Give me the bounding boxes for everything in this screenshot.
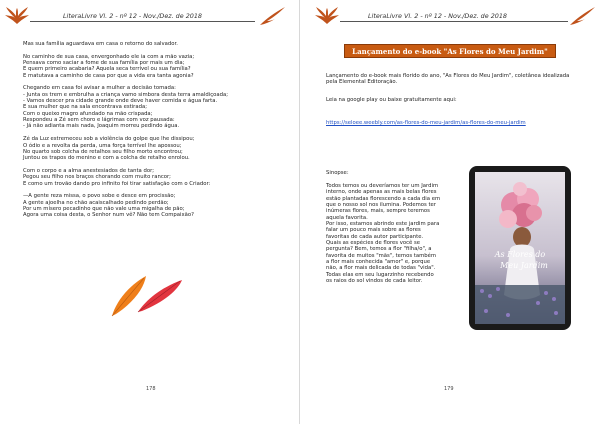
ebook-tablet-cover <box>468 165 572 331</box>
poem-line: A gente ajoelha no chão acaiscalhado pedindo perdão; <box>23 199 169 206</box>
synopsis-line: pergunta? Bem, temos a flor "filha/o", a <box>326 246 432 253</box>
cover-title: As Flores do <box>494 250 546 259</box>
header-title: LiteraLivre Vl. 2 - nº 12 - Nov./Dez. de 2018 <box>368 12 507 20</box>
page-header-left <box>0 6 300 26</box>
synopsis-line: Todas elas em seu lugarzinho recebendo <box>326 271 434 278</box>
header-rule <box>30 21 255 22</box>
quill-icon <box>258 6 286 26</box>
synopsis-line: interno, onde apenas as mais belas flores <box>326 189 437 196</box>
ebook-download-link[interactable]: https://seloee.weebly.com/as-flores-do-meu-jardim/as-flores-do-meu-jardim <box>326 120 526 126</box>
synopsis-line: Por isso, estamos abrindo este jardim para <box>326 221 440 228</box>
feathers-illustration <box>108 272 188 320</box>
synopsis-line: os raios do sol vindos de cada leitor. <box>326 278 423 285</box>
stanza <box>23 41 228 47</box>
synopsis-line: que o nosso sol nos ilumina. Podemos ter <box>326 202 436 209</box>
poem-line: Respondeu a Zé sem choro e lágrimas com voz pausada: <box>23 117 175 124</box>
poem-line: O ódio e a revolta da perda, uma força terrível lhe apossou; <box>23 142 182 149</box>
ebook-launch-banner: Lançamento do e-book "As Flores do Meu Jardim" <box>344 44 556 58</box>
stanza <box>23 193 228 218</box>
synopsis-label: Sinopse: <box>326 170 349 176</box>
poem-line: Com o queixo magro afundado na mão crispada; <box>23 110 153 117</box>
synopsis-text <box>326 183 440 285</box>
poem-text <box>23 41 228 225</box>
read-instruction: Leia na google play ou baixe gratuitamente aqui: <box>326 97 457 103</box>
poem-line: No caminho de sua casa, envergonhado ele ia com a mão vazia; <box>23 53 195 60</box>
synopsis-line: favoritas de cada autor participante. <box>326 233 424 240</box>
poem-line: —A gente reza missa, o povo sobe e desce em procissão; <box>23 193 176 200</box>
poem-line: - Já não adianta mais nada, Joaquim morreu pedindo água. <box>23 123 180 130</box>
stanza <box>23 54 228 79</box>
phoenix-logo-icon <box>4 6 30 26</box>
poem-line: Juntou os trapos do menino e com a colcha de retalho enrolou. <box>23 155 190 162</box>
lavender-field <box>475 285 565 324</box>
synopsis-line: estão plantadas florescendo a cada dia em <box>326 195 441 202</box>
synopsis-line: Todos temos ou deveríamos ter um Jardim <box>326 183 439 189</box>
poem-line: E quem primeiro acabaria? Aquela seca terrível ou sua família? <box>23 66 191 73</box>
stanza <box>23 168 228 187</box>
poem-line: E matutava a caminho de casa por que a vida era tanta agonia? <box>23 72 194 79</box>
poem-line: Pensava como saciar a fome de sua família por mais um dia; <box>23 60 185 67</box>
poem-line: - Junta os trem e embrulha a criança vamo simbora desta terra amaldiçoada; <box>23 91 228 98</box>
page-number: 179 <box>444 386 454 392</box>
poem-line: E sua mulher que na sala encontrava estirada; <box>23 104 147 111</box>
synopsis-line: a flor mais conhecida "amor" e, porque <box>326 259 431 266</box>
poem-line: Com o corpo e a alma anestesiados de tanta dor; <box>23 167 155 174</box>
synopsis-line: aquela favorita. <box>326 214 368 221</box>
intro-text: Lançamento do e-book mais florido do ano, "As Flores do Meu Jardim", coletânea idealizada pela Elemental Editoração. <box>326 73 570 86</box>
red-feather-icon <box>138 280 182 312</box>
cover-subtitle: Meu Jardim <box>500 261 548 270</box>
poem-line: Por um mísero pecadinho que não vale uma migalha de pão; <box>23 205 185 212</box>
page-number: 178 <box>146 386 156 392</box>
right-page <box>300 0 600 424</box>
synopsis-line: não, a flor mais delicada de todas "vida". <box>326 265 436 272</box>
synopsis-line: falar um pouco mais sobre as flores <box>326 227 421 234</box>
poem-line: E como um trovão dando pro infinito foi tirar satisfação com o Criador: <box>23 180 211 187</box>
poem-line: No quarto sob colcha de retalhos seu filho morto encontrou; <box>23 148 183 155</box>
header-rule <box>340 21 568 22</box>
stanza <box>23 136 228 161</box>
poem-line: Agora uma coisa desta, o Senhor num vê? Não tem Compaixão? <box>23 212 194 219</box>
synopsis-line: Quais as espécies de flores você se <box>326 240 420 247</box>
poem-line: Mas sua família aguardava em casa o retorno do salvador. <box>23 41 178 47</box>
poem-line: - Vamos descer pra cidade grande onde deve haver comida e água farta. <box>23 98 218 105</box>
poem-line: Pegou seu filho nos braços chorando com muito rancor; <box>23 174 171 181</box>
stanza <box>23 85 228 129</box>
synopsis-line: inúmeras flores, mais, sempre teremos <box>326 208 430 215</box>
synopsis-line: favorita de muitos "mãs", temos também <box>326 252 437 259</box>
header-title: LiteraLivre Vl. 2 - nº 12 - Nov./Dez. de 2018 <box>63 12 202 20</box>
poem-line: Zé da Luz estremeceu sob a violência do golpe que lhe dissipou; <box>23 136 195 143</box>
poem-line: Chegando em casa foi avisar a mulher a decisão tomada: <box>23 85 176 92</box>
page-header-right <box>300 6 600 26</box>
quill-icon <box>568 6 596 26</box>
phoenix-logo-icon <box>314 6 340 26</box>
